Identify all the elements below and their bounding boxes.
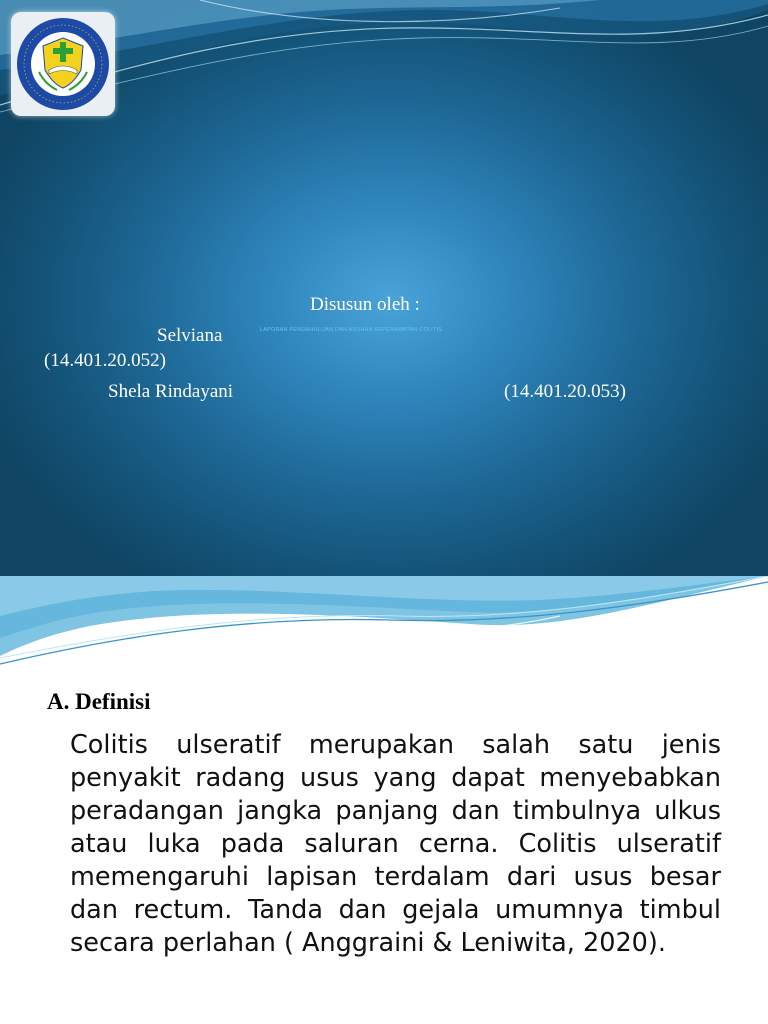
wave-decoration-top [0,576,768,676]
presentation-title: LAPORAN PENDAHULUAN DAN ASUHAN KEPERAWATAN COLITIS [260,327,443,333]
author-name-1: Selviana [157,325,223,346]
author-name-2: Shela Rindayani [108,381,234,402]
author-id-1: (14.401.20.052) [44,350,166,371]
author-id-2: (14.401.20.053) [504,381,626,402]
compiled-by-label: Disusun oleh : [310,294,420,315]
definition-paragraph: Colitis ulseratif merupakan salah satu jenis penyakit radang usus yang dapat menyebabkan peradangan jangka panjang dan timbulnya ulkus atau luka pada saluran cerna. Colitis ulseratif memengaruhi lapisan terdalam dari usus besar dan rectum. Tanda dan gejala umumnya timbul secara perlahan ( Anggraini & Leniwita, 2020). [70,730,721,958]
section-heading: A. Definisi [47,689,151,714]
wave-decoration-top [0,0,768,120]
institution-logo [11,12,115,116]
definition-slide [0,576,768,1024]
